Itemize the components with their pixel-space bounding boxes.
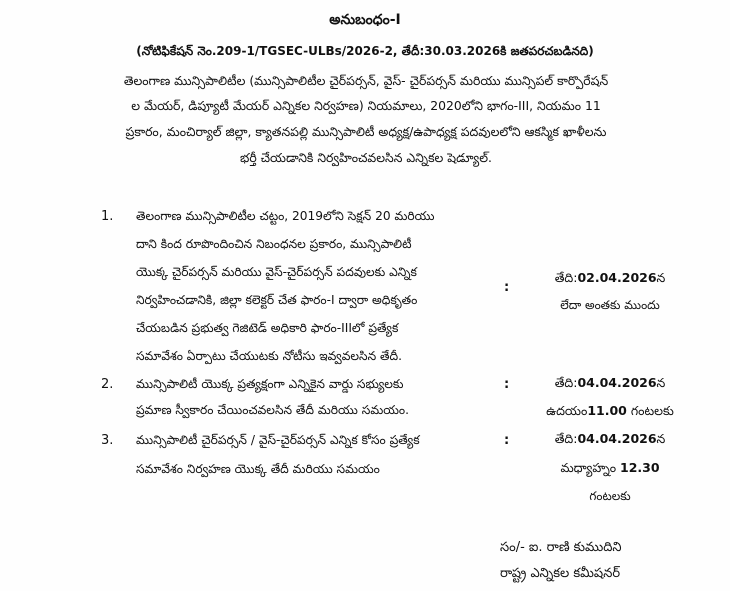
date-suffix: న: [656, 270, 666, 285]
date-prefix: తేది:: [554, 270, 578, 285]
item-line: ప్రమాణ స్వీకారం చేయించవలసిన తేదీ మరియు సమయం.: [136, 403, 409, 417]
item-line: దాని కింద రూపొందించిన నిబంధనల ప్రకారం, మున్సిపాలిటీ: [136, 237, 412, 251]
item-line: నిర్వహించడానికి, జిల్లా కలెక్టర్ చేత ఫారం-I ద్వారా అధికృతం: [136, 293, 418, 307]
time-prefix: ఉదయం: [546, 403, 588, 418]
item-line: మున్సిపాలిటీ యొక్క ప్రత్యక్షంగా ఎన్నికైన వార్డు సభ్యులకు: [136, 377, 404, 391]
item-line: మున్సిపాలిటీ చైర్‌పర్సన్ / వైస్-చైర్‌పర్సన్ ఎన్నిక కోసం ప్రత్యేక: [136, 433, 420, 447]
item-line: సమావేశం ఏర్పాటు చేయుటకు నోటీసు ఇవ్వవలసిన తేదీ.: [136, 349, 402, 363]
date-value: 04.04.2026: [577, 375, 657, 390]
intro-line: తెలంగాణ మున్సిపాలిటీల (మున్సిపాలిటీల చైర్‌పర్సన్, వైస్- చైర్‌పర్సన్ మరియు మున్సిపల్ కార్పొరేషన్: [123, 73, 609, 88]
date-suffix: న: [656, 375, 666, 390]
time-suffix: గంటలకు: [626, 403, 674, 418]
intro-line: ల మేయర్, డిప్యూటీ మేయర్ ఎన్నికల నిర్వహణ) నియమాలు, 2020లోని భాగం-III, నియమం 11: [131, 98, 601, 113]
item-number: 2.: [101, 377, 114, 392]
date-prefix: తేది:: [554, 375, 578, 390]
item-date: [520, 375, 700, 394]
date-suffix: న: [656, 431, 666, 446]
signatory-designation: రాష్ట్ర ఎన్నికల కమీషనర్: [500, 566, 621, 581]
notification-reference: (నోటిఫికేషన్ నెం.209-1/TGSEC-ULBs/2026-2, తేదీ:30.03.2026కి జతపరచబడినది): [136, 44, 594, 58]
item-colon: :: [504, 433, 510, 448]
date-value: 02.04.2026: [577, 270, 657, 285]
item-colon: :: [504, 280, 510, 295]
intro-line: ప్రకారం, మంచిర్యాల్ జిల్లా, క్యాతనపల్లి మున్సిపాలిటీ అధ్యక్ష/ఉపాధ్యక్ష పదవులలోని ఆకస్మిక ఖాళీలను: [125, 124, 607, 139]
item-line: సమావేశం నిర్వహణ యొక్క తేదీ మరియు సమయం: [136, 462, 380, 476]
date-value: 04.04.2026: [577, 431, 657, 446]
item-time: [520, 403, 700, 422]
item-line: చేయబడిన ప్రభుత్వ గెజిటెడ్ అధికారి ఫారం-IIIలో ప్రత్యేక: [136, 321, 399, 335]
item-number: 1.: [101, 209, 114, 224]
item-line: తెలంగాణ మున్సిపాలిటీల చట్టం, 2019లోని సెక్షన్ 20 మరియు: [136, 209, 435, 223]
item-date: [520, 270, 700, 289]
item-date: [520, 431, 700, 450]
time-prefix: మధ్యాహ్నం: [560, 460, 620, 475]
item-number: 3.: [101, 433, 114, 448]
intro-line: భర్తీ చేయడానికి నిర్వహించవలసిన ఎన్నికల షెడ్యూల్.: [240, 150, 492, 165]
item-colon: :: [504, 377, 510, 392]
item-line: యొక్క చైర్‌పర్సన్ మరియు వైస్-చైర్‌పర్సన్ పదవులకు ఎన్నిక: [136, 265, 417, 279]
time-value: 11.00: [587, 403, 627, 418]
date-prefix: తేది:: [554, 431, 578, 446]
time-value: 12.30: [620, 460, 660, 475]
item-time: [520, 460, 700, 479]
signatory-name: సం/- ఐ. రాణి కుముదిని: [500, 540, 622, 555]
annexure-title: అనుబంధం-I: [329, 12, 401, 28]
item-time-unit: గంటలకు: [589, 489, 631, 503]
item-date-detail: లేదా అంతకు ముందు: [560, 298, 660, 312]
